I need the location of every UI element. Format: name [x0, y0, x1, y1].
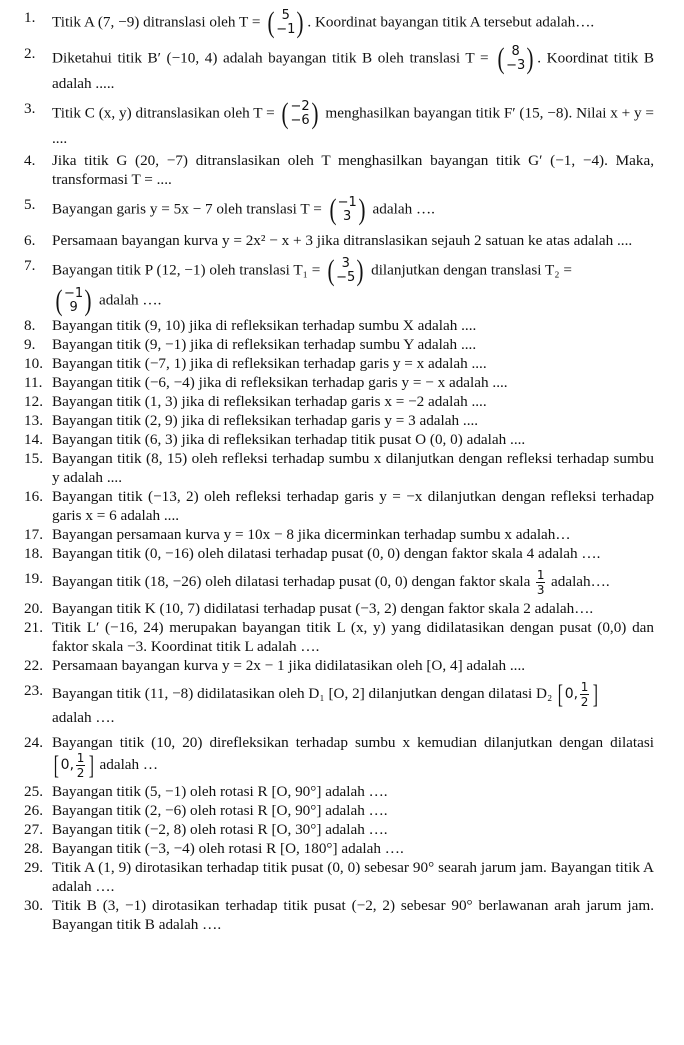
translation-vector: ( −1 3 ) [329, 193, 366, 226]
question-text: Bayangan titik (11, −8) didilatasikan oleh D₁ [O, 2] dilanjutkan dengan dilatasi D₂ [52, 684, 557, 702]
question-text: Titik C (x, y) ditranslasikan oleh T = [52, 104, 279, 122]
fraction-denominator: 2 [76, 766, 85, 780]
question-number: 4. [24, 152, 36, 169]
question-8 [24, 316, 654, 335]
question-5 [24, 195, 654, 225]
question-text-cont: dilanjutkan dengan translasi T₂ = [367, 261, 572, 279]
question-number: 27. [24, 821, 43, 838]
question-text: Bayangan titik (8, 15) oleh refleksi terhadap sumbu x dilanjutkan dengan refleksi terhadap sumbu y adalah .... [52, 450, 654, 486]
question-text: Diketahui titik B′ (−10, 4) adalah bayangan titik B oleh translasi T = [52, 49, 495, 67]
question-24 [24, 733, 654, 779]
question-text: Bayangan titik (6, 3) jika di refleksikan terhadap titik pusat O (0, 0) adalah .... [52, 431, 526, 448]
vector-top: 5 [281, 8, 290, 23]
question-text: Bayangan titik (−2, 8) oleh rotasi R [O, 30°] adalah …. [52, 821, 388, 838]
question-6 [24, 231, 654, 250]
question-number: 11. [24, 374, 43, 391]
question-number: 12. [24, 393, 43, 410]
question-text: Titik L′ (−16, 24) merupakan bayangan titik L (x, y) yang didilatasikan dengan pusat (0,0) dan faktor skala −3. Koordinat titik L adalah …. [52, 619, 654, 655]
question-text: Persamaan bayangan kurva y = 2x² − x + 3 jika ditranslasikan sejauh 2 satuan ke atas adalah .... [52, 232, 633, 249]
vector-bottom: −1 [276, 22, 296, 37]
question-text-cont: . Koordinat bayangan titik A tersebut adalah…. [307, 13, 595, 31]
question-text: Bayangan titik (−7, 1) jika di refleksikan terhadap garis y = x adalah .... [52, 355, 487, 372]
question-number: 17. [24, 526, 43, 543]
question-text-end: adalah …. [95, 291, 162, 309]
question-text: Bayangan titik (2, 9) jika di refleksikan terhadap garis y = 3 adalah .... [52, 412, 479, 429]
question-text: Bayangan titik K (10, 7) didilatasi terhadap pusat (−3, 2) dengan faktor skala 2 adalah…. [52, 600, 594, 617]
vector-top: 3 [341, 256, 350, 271]
fraction-denominator: 2 [580, 695, 589, 709]
question-number: 22. [24, 657, 43, 674]
question-16 [24, 487, 654, 525]
dilation-center: 0, [564, 686, 579, 702]
question-19 [24, 569, 654, 596]
question-text: Bayangan persamaan kurva y = 10x − 8 jika dicerminkan terhadap sumbu x adalah… [52, 526, 571, 543]
dilation-center: 0, [60, 757, 75, 773]
question-text: Bayangan titik (2, −6) oleh rotasi R [O, 90°] adalah …. [52, 802, 388, 819]
question-number: 3. [24, 100, 36, 117]
question-number: 1. [24, 9, 36, 26]
question-text-cont: adalah … [95, 755, 159, 773]
question-3 [24, 99, 654, 148]
question-27 [24, 820, 654, 839]
question-text: Bayangan titik P (12, −1) oleh translasi T₁ = [52, 261, 325, 279]
question-text: Titik B (3, −1) dirotasikan terhadap titik pusat (−2, 2) sebesar 90° berlawanan arah jarum jam. Bayangan titik B adalah …. [52, 897, 654, 933]
question-number: 26. [24, 802, 43, 819]
vector-bottom: −6 [290, 113, 310, 128]
question-text: Bayangan titik (−3, −4) oleh rotasi R [O, 180°] adalah …. [52, 840, 404, 857]
question-18 [24, 544, 654, 563]
question-9 [24, 335, 654, 354]
vector-top: −2 [290, 99, 310, 114]
question-number: 6. [24, 232, 36, 249]
question-text-cont: adalah…. [547, 572, 610, 590]
fraction-numerator: 1 [76, 751, 85, 765]
question-25 [24, 782, 654, 801]
question-number: 7. [24, 257, 36, 274]
question-text-cont: adalah …. [368, 200, 435, 218]
question-number: 21. [24, 619, 43, 636]
question-text-cont: adalah …. [52, 709, 115, 726]
vector-top: −1 [337, 195, 357, 210]
question-text: Bayangan titik (−13, 2) oleh refleksi terhadap garis y = −x dilanjutkan dengan refleksi terhadap garis x = 6 adalah .... [52, 488, 654, 524]
question-text-cont: . Koordinat titik B adalah ..... [52, 49, 654, 92]
question-number: 5. [24, 196, 36, 213]
question-number: 14. [24, 431, 43, 448]
question-17 [24, 525, 654, 544]
translation-vector: ( 5 −1 ) [267, 6, 304, 39]
question-22 [24, 656, 654, 675]
question-text: Bayangan titik (9, 10) jika di refleksikan terhadap sumbu X adalah .... [52, 317, 477, 334]
question-number: 16. [24, 488, 43, 505]
question-29 [24, 858, 654, 896]
question-text-cont: menghasilkan bayangan titik F′ (15, −8). Nilai x + y = .... [52, 104, 654, 147]
question-26 [24, 801, 654, 820]
dilation-bracket: [ 0, $\frac{1}{2}$ ] [557, 679, 599, 709]
question-20 [24, 599, 654, 618]
question-4 [24, 151, 654, 189]
question-number: 19. [24, 570, 43, 587]
question-text: Titik A (1, 9) dirotasikan terhadap titik pusat (0, 0) sebesar 90° searah jarum jam. Bayangan titik A adalah …. [52, 859, 654, 895]
question-23 [24, 681, 654, 727]
question-text: Bayangan titik (9, −1) jika di refleksikan terhadap sumbu Y adalah .... [52, 336, 477, 353]
fraction-denominator: 3 [536, 583, 545, 597]
vector-bottom: 9 [69, 300, 78, 315]
question-text: Bayangan titik (5, −1) oleh rotasi R [O, 90°] adalah …. [52, 783, 388, 800]
question-number: 29. [24, 859, 43, 876]
scale-fraction [580, 681, 589, 708]
question-15 [24, 449, 654, 487]
dilation-bracket: [ 0, $\frac{1}{2}$ ] [53, 750, 94, 780]
scale-fraction [536, 569, 545, 596]
vector-top: 8 [511, 44, 520, 59]
question-number: 13. [24, 412, 43, 429]
question-number: 28. [24, 840, 43, 857]
vector-bottom: −3 [506, 58, 526, 73]
question-2 [24, 44, 654, 93]
question-text: Bayangan titik (1, 3) jika di refleksikan terhadap garis x = −2 adalah .... [52, 393, 487, 410]
translation-vector-1: ( 3 −5 ) [327, 254, 364, 287]
question-number: 10. [24, 355, 43, 372]
question-text: Bayangan titik (0, −16) oleh dilatasi terhadap pusat (0, 0) dengan faktor skala 4 adalah …. [52, 545, 601, 562]
translation-vector-2: ( −1 9 ) [55, 284, 92, 317]
question-text: Bayangan titik (10, 20) direfleksikan terhadap sumbu x kemudian dilanjutkan dengan dilatasi [52, 734, 654, 751]
question-number: 18. [24, 545, 43, 562]
question-28 [24, 839, 654, 858]
fraction-numerator: 1 [536, 568, 545, 582]
vector-bottom: −5 [336, 270, 356, 285]
question-12 [24, 392, 654, 411]
question-number: 20. [24, 600, 43, 617]
question-11 [24, 373, 654, 392]
question-number: 24. [24, 734, 43, 751]
question-13 [24, 411, 654, 430]
question-number: 8. [24, 317, 36, 334]
question-text: Jika titik G (20, −7) ditranslasikan oleh T menghasilkan bayangan titik G′ (−1, −4). Maka, transformasi T = .... [52, 152, 654, 188]
question-1 [24, 8, 654, 38]
question-number: 30. [24, 897, 43, 914]
question-text: Bayangan titik (−6, −4) jika di refleksikan terhadap garis y = − x adalah .... [52, 374, 508, 391]
question-text: Bayangan garis y = 5x − 7 oleh translasi T = [52, 200, 326, 218]
fraction-numerator: 1 [580, 680, 589, 694]
question-7 [24, 256, 654, 316]
translation-vector: ( 8 −3 ) [497, 42, 534, 75]
question-number: 23. [24, 682, 43, 699]
vector-top: −1 [64, 286, 84, 301]
scale-fraction [76, 752, 85, 779]
question-30 [24, 896, 654, 934]
question-number: 2. [24, 45, 36, 62]
question-text: Bayangan titik (18, −26) oleh dilatasi terhadap pusat (0, 0) dengan faktor skala [52, 572, 535, 590]
question-10 [24, 354, 654, 373]
question-14 [24, 430, 654, 449]
translation-vector: ( −2 −6 ) [281, 97, 319, 130]
question-number: 25. [24, 783, 43, 800]
question-text: Persamaan bayangan kurva y = 2x − 1 jika didilatasikan oleh [O, 4] adalah .... [52, 657, 526, 674]
vector-bottom: 3 [343, 209, 352, 224]
question-number: 9. [24, 336, 36, 353]
question-21 [24, 618, 654, 656]
question-text: Titik A (7, −9) ditranslasi oleh T = [52, 13, 265, 31]
question-number: 15. [24, 450, 43, 467]
